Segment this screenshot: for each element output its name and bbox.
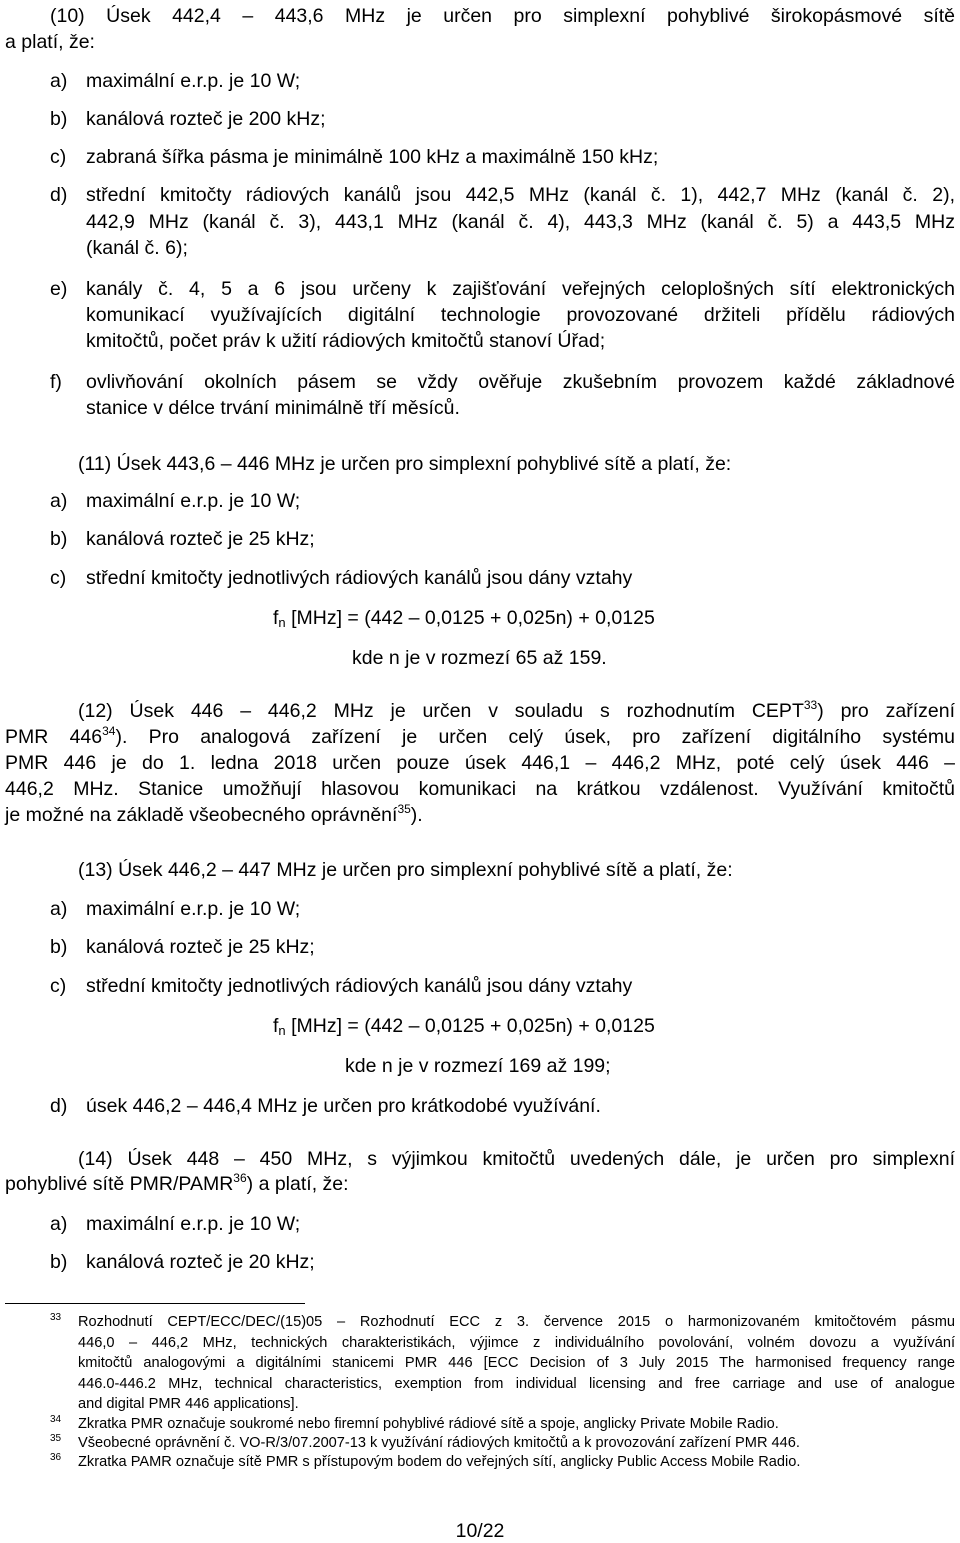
s10-item-f-label: f)	[50, 371, 62, 393]
s10-item-e-label: e)	[50, 278, 68, 300]
s10-item-e-line-2: komunikací využívajících digitální technologie provozované držiteli přídělu rádiových	[86, 304, 955, 326]
s11-item-c	[50, 566, 632, 590]
s13-item-c	[50, 974, 632, 998]
s11-range: kde n je v rozmezí 65 až 159.	[352, 647, 607, 669]
formula-f: f	[273, 607, 279, 629]
s12-text: (12) Úsek 446 – 446,2 MHz je určen v souladu s rozhodnutím CEPT	[78, 700, 804, 722]
footnote-33-line-2: 446,0 – 446,2 MHz, technických charakteristikách, výjimce z individuálního povolování, volném dovozu a využívání	[78, 1335, 955, 1351]
s14-item-b	[50, 1250, 315, 1274]
footnote-ref-34[interactable]: 34	[102, 724, 116, 738]
footnote-34-text: Zkratka PMR označuje soukromé nebo firemní pohyblivé rádiové sítě a spoje, anglicky Private Mobile Radio.	[78, 1416, 779, 1432]
item-text: maximální e.r.p. je 10 W;	[86, 490, 301, 512]
item-label: c)	[50, 567, 67, 589]
footnote-33-number: 33	[50, 1312, 62, 1323]
s12-text: PMR 446	[5, 726, 103, 748]
item-text: kanálová rozteč je 25 kHz;	[86, 528, 315, 550]
s10-item-c	[50, 145, 658, 169]
item-text: zabraná šířka pásma je minimálně 100 kHz a maximálně 150 kHz;	[86, 146, 659, 168]
s12-line-5	[5, 803, 423, 827]
s10-item-a	[50, 69, 300, 93]
footnote-33-line-4: 446.0-446.2 MHz, technical characteristics, exemption from individual licensing and free carriage and use of analogue	[78, 1376, 955, 1392]
s12-text: ). Pro analogová zařízení je určen celý úsek, pro zařízení digitálního systému	[115, 726, 955, 748]
footnote-34-number: 34	[50, 1414, 62, 1425]
s10-heading-line-1: (10) Úsek 442,4 – 443,6 MHz je určen pro simplexní pohyblivé širokopásmové sítě	[50, 5, 955, 27]
item-text: maximální e.r.p. je 10 W;	[86, 1213, 301, 1235]
item-label: a)	[50, 70, 68, 92]
s12-line-1	[78, 699, 955, 723]
footnote-separator	[5, 1303, 305, 1304]
item-label: c)	[50, 975, 67, 997]
footnote-ref-36[interactable]: 36	[233, 1171, 247, 1185]
s12-text: je možné na základě všeobecného oprávnění	[5, 804, 398, 826]
s14-text: ) a platí, že:	[246, 1173, 349, 1195]
s10-item-d-line-1: střední kmitočty rádiových kanálů jsou 442,5 MHz (kanál č. 1), 442,7 MHz (kanál č. 2),	[86, 184, 955, 206]
footnote-ref-35[interactable]: 35	[397, 802, 411, 816]
s12-text: ).	[410, 804, 423, 826]
s10-item-b	[50, 107, 326, 131]
item-label: c)	[50, 146, 67, 168]
item-text: kanálová rozteč je 25 kHz;	[86, 936, 315, 958]
footnote-ref-33[interactable]: 33	[803, 698, 818, 712]
s13-heading: (13) Úsek 446,2 – 447 MHz je určen pro simplexní pohyblivé sítě a platí, že:	[78, 859, 733, 881]
s10-item-e-line-3: kmitočtů, počet práv k užití rádiových kmitočtů stanoví Úřad;	[86, 330, 606, 352]
formula-f: f	[273, 1015, 279, 1037]
formula-rest: [MHz] = (442 – 0,0125 + 0,025n) + 0,0125	[285, 607, 655, 629]
footnote-36-number: 36	[50, 1452, 62, 1463]
s10-item-f-line-1: ovlivňování okolních pásem se vždy ověřuje zkušebním provozem každé základnové	[86, 371, 955, 393]
formula-subscript-n: n	[278, 615, 286, 630]
s13-range: kde n je v rozmezí 169 až 199;	[345, 1055, 611, 1077]
item-label: a)	[50, 490, 68, 512]
s13-item-d	[50, 1094, 601, 1118]
formula-subscript-n: n	[278, 1023, 286, 1038]
item-text: kanálová rozteč je 20 kHz;	[86, 1251, 315, 1273]
footnote-33-line-5: and digital PMR 446 applications].	[78, 1396, 299, 1412]
s13-item-b	[50, 935, 315, 959]
page-number: 10/22	[455, 1520, 505, 1542]
s11-heading: (11) Úsek 443,6 – 446 MHz je určen pro simplexní pohyblivé sítě a platí, že:	[78, 453, 732, 475]
s12-line-4: 446,2 MHz. Stanice umožňují hlasovou komunikaci na krátkou vzdálenost. Využívání kmitočtů	[5, 778, 955, 800]
s13-item-a	[50, 897, 300, 921]
item-label: b)	[50, 936, 68, 958]
item-text: kanálová rozteč je 200 kHz;	[86, 108, 326, 130]
footnote-35-text: Všeobecné oprávnění č. VO-R/3/07.2007-13 k využívání rádiových kmitočtů a k provozování zařízení PMR 446.	[78, 1435, 800, 1451]
item-text: maximální e.r.p. je 10 W;	[86, 70, 301, 92]
s10-item-d-line-3: (kanál č. 6);	[86, 237, 188, 259]
item-label: b)	[50, 528, 68, 550]
s10-item-d-line-2: 442,9 MHz (kanál č. 3), 443,1 MHz (kanál č. 4), 443,3 MHz (kanál č. 5) a 443,5 MHz	[86, 211, 955, 233]
s10-heading-line-2: a platí, že:	[5, 31, 95, 53]
footnote-35-number: 35	[50, 1433, 62, 1444]
s14-item-a	[50, 1212, 300, 1236]
footnote-36-text: Zkratka PAMR označuje sítě PMR s přístupovým bodem do veřejných sítí, anglicky Public Access Mobile Radio.	[78, 1454, 801, 1470]
s10-item-e-line-1: kanály č. 4, 5 a 6 jsou určeny k zajišťování veřejných celoplošných sítí elektronických	[86, 278, 955, 300]
s10-item-f-line-2: stanice v délce trvání minimálně tří měsíců.	[86, 397, 460, 419]
footnote-33-line-3: kmitočtů analogovými a digitálními stanicemi PMR 446 [ECC Decision of 3 July 2015 The harmonised frequency range	[78, 1355, 955, 1371]
item-label: b)	[50, 1251, 68, 1273]
item-text: maximální e.r.p. je 10 W;	[86, 898, 301, 920]
item-label: d)	[50, 1095, 68, 1117]
s11-item-a	[50, 489, 300, 513]
s11-formula	[273, 606, 655, 630]
s14-line-1: (14) Úsek 448 – 450 MHz, s výjimkou kmitočtů uvedených dále, je určen pro simplexní	[78, 1148, 955, 1170]
footnote-33-line-1: Rozhodnutí CEPT/ECC/DEC/(15)05 – Rozhodnutí ECC z 3. července 2015 o harmonizovaném kmitočtovém pásmu	[78, 1314, 955, 1330]
item-label: a)	[50, 1213, 68, 1235]
s13-formula	[273, 1014, 655, 1038]
s12-line-2	[5, 725, 955, 749]
s10-item-d-label: d)	[50, 184, 68, 206]
s14-text: pohyblivé sítě PMR/PAMR	[5, 1173, 234, 1195]
s11-item-b	[50, 527, 315, 551]
item-text: střední kmitočty jednotlivých rádiových kanálů jsou dány vztahy	[86, 975, 633, 997]
s14-line-2	[5, 1172, 349, 1196]
s12-line-3: PMR 446 je do 1. ledna 2018 určen pouze úsek 446,1 – 446,2 MHz, poté celý úsek 446 –	[5, 752, 955, 774]
s12-text: ) pro zařízení	[817, 700, 955, 722]
item-label: b)	[50, 108, 68, 130]
item-text: úsek 446,2 – 446,4 MHz je určen pro krátkodobé využívání.	[86, 1095, 601, 1117]
item-text: střední kmitočty jednotlivých rádiových kanálů jsou dány vztahy	[86, 567, 633, 589]
formula-rest: [MHz] = (442 – 0,0125 + 0,025n) + 0,0125	[285, 1015, 655, 1037]
item-label: a)	[50, 898, 68, 920]
